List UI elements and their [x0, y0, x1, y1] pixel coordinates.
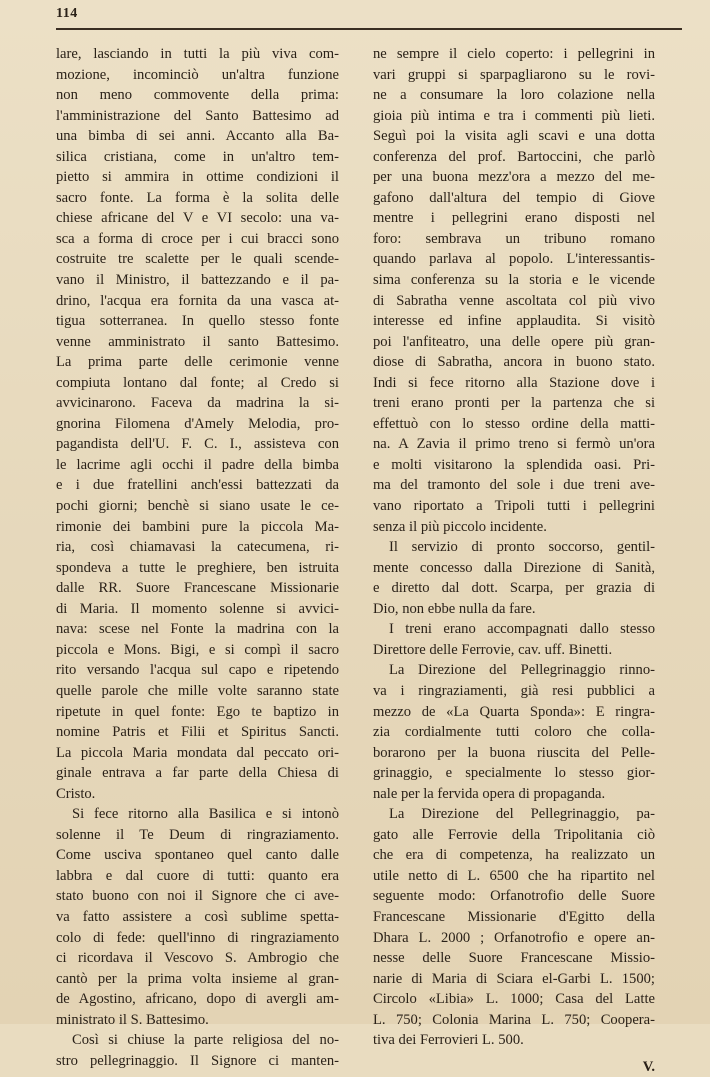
- text-line: labbra e dal cuore di tutti: quanto era: [56, 867, 339, 884]
- text-line: Seguì poi la visita agli scavi e una dotta: [373, 128, 655, 145]
- text-line: La prima parte delle cerimonie venne: [56, 354, 339, 371]
- text-line: foro: sembrava un tribuno romano: [373, 230, 655, 247]
- text-line: na. A Zavia il primo treno si fermò un'ora: [373, 436, 655, 453]
- text-line: e i due fratellini anch'essi battezzati da: [56, 477, 339, 494]
- text-line: gafono dall'altura del tempio di Giove: [373, 189, 655, 206]
- text-line: una bimba di sei anni. Accanto alla Ba-: [56, 128, 339, 145]
- text-line: Così si chiuse la parte religiosa del no-: [72, 1032, 339, 1049]
- text-line: de Agostino, africano, dopo di avergli am-: [56, 991, 339, 1008]
- text-line: va i ringraziamenti, già resi pubblici a: [373, 682, 655, 699]
- text-line: Dhara L. 2000 ; Orfanotrofio e opere an-: [373, 929, 655, 946]
- text-line: stato buono con noi il Signore che ci ave-: [56, 888, 339, 905]
- text-line: solenne il Te Deum di ringraziamento.: [56, 826, 339, 843]
- text-line: ma del tramonto del sole i due treni ave-: [373, 477, 655, 494]
- author-signature: V.: [642, 1058, 655, 1075]
- text-line: compiuta lontano dal fonte; al Credo si: [56, 374, 339, 391]
- text-line: nomine Patris et Filii et Spiritus Sancti.: [56, 724, 339, 741]
- text-line: Direttore delle Ferrovie, cav. uff. Binetti.: [373, 641, 613, 658]
- text-line: interesse ed infine applaudita. Si visitò: [373, 313, 655, 330]
- text-line: di Sabratha venne ascoltata col più vivo: [373, 292, 655, 309]
- text-line: Come usciva spontaneo quel canto dalle: [56, 847, 339, 864]
- text-line: l'amministrazione del Santo Battesimo ad: [56, 107, 339, 124]
- text-line: ci ricordava il Vescovo S. Ambrogio che: [56, 950, 339, 967]
- text-line: mozione, incominciò un'altra funzione: [56, 66, 339, 83]
- text-line: costruite tre scalette per le quali scende-: [56, 251, 339, 268]
- text-line: spondeva a tutte le preghiere, ben istruita: [56, 559, 339, 576]
- text-line: diose di Sabratha, ancora in buono stato.: [373, 354, 655, 371]
- text-line: ne sempre il cielo coperto: i pellegrini in: [373, 46, 655, 62]
- text-line: e diretto dal dott. Scarpa, per grazia di: [373, 580, 655, 597]
- text-line: piccola e Mons. Bigi, e si compì il sacro: [56, 641, 339, 658]
- text-line: gioia più intima e tra i commenti più lieti.: [373, 107, 655, 124]
- text-line: mente concesso dalla Direzione di Sanità,: [373, 559, 655, 576]
- text-line: ministrato il S. Battesimo.: [56, 1011, 209, 1028]
- header-rule: [56, 28, 682, 30]
- text-line: sca a forma di croce per i cui bracci sono: [56, 230, 339, 247]
- text-line: ginale entrava a far parte della Chiesa di: [56, 765, 339, 782]
- text-line: nesse delle Suore Francescane Missio-: [373, 950, 655, 967]
- text-line: Indi si fece ritorno alla Stazione dove i: [373, 374, 655, 391]
- text-line: nale per la fervida opera di propaganda.: [373, 785, 606, 802]
- text-line: tigua sotterranea. In quello stesso fonte: [56, 313, 339, 330]
- text-line: Francescane Missionarie d'Egitto della: [373, 908, 655, 925]
- text-line: venne amministrato il santo Battesimo.: [56, 333, 339, 350]
- text-line: treni erano pronti per la partenza che si: [373, 395, 655, 412]
- text-line: vano riportato a Tripoli tutti i pellegrini: [373, 498, 655, 515]
- text-line: sima conferenza su la storia e le vicende: [373, 272, 655, 289]
- text-line: poi l'anfiteatro, una delle opere più gran-: [373, 333, 655, 350]
- text-line: La piccola Maria mondata dal peccato ori-: [56, 744, 339, 761]
- text-line: nava: scese nel Fonte la madrina con la: [56, 621, 339, 638]
- text-line: stro pellegrinaggio. Il Signore ci manten-: [56, 1052, 339, 1069]
- text-line: pochi giorni; benchè si siano usate le ce-: [56, 498, 339, 515]
- text-line: pagandista dell'U. F. C. I., assisteva con: [56, 436, 339, 453]
- text-line: ria, così chiamavasi la catecumena, ri-: [56, 539, 339, 556]
- text-line: L. 750; Colonia Marina L. 750; Coopera-: [373, 1011, 655, 1028]
- text-line: lare, lasciando in tutti la più viva com-: [56, 46, 339, 62]
- text-line: Circolo «Libia» L. 1000; Casa del Latte: [373, 991, 655, 1008]
- text-line: avvicinarono. Faceva da madrina la si-: [56, 395, 339, 412]
- text-line: Si fece ritorno alla Basilica e si intonò: [72, 806, 339, 823]
- text-line: di Maria. Il momento solenne si avvici-: [56, 600, 339, 617]
- text-line: quelle parole che mille volte saranno state: [56, 682, 339, 699]
- right-text-column: [373, 44, 655, 1077]
- page-number: 114: [56, 6, 78, 21]
- text-line: grinaggio, e specialmente lo stesso gior-: [373, 765, 655, 782]
- text-line: Il servizio di pronto soccorso, gentil-: [389, 539, 655, 556]
- text-line: tiva dei Ferrovieri L. 500.: [373, 1032, 524, 1049]
- text-line: cantò per la prima volta insieme al gran-: [56, 970, 339, 987]
- text-line: vano il Ministro, il battezzando e il pa-: [56, 272, 339, 289]
- text-line: seguente modo: Orfanotrofio delle Suore: [373, 888, 655, 905]
- text-line: le lacrime agli occhi il padre della bimba: [56, 456, 339, 473]
- text-line: borarono per la buona riuscita del Pelle-: [373, 744, 655, 761]
- text-line: per una buona mezz'ora a mezzo del me-: [373, 169, 655, 186]
- text-line: ripetute in quel fonte: Ego te baptizo in: [56, 703, 339, 720]
- text-line: effettuò con lo stesso ordine della matti-: [373, 415, 655, 432]
- text-line: conferenza del prof. Bartoccini, che parlò: [373, 148, 655, 165]
- text-line: Cristo.: [56, 785, 96, 802]
- text-line: ne a consumare la loro colazione nella: [373, 87, 655, 104]
- text-line: dalle RR. Suore Francescane Missionarie: [56, 580, 339, 597]
- text-line: vari gruppi si sparpagliarono su le rovi-: [373, 66, 655, 83]
- text-line: utile netto di L. 6500 che ha ripartito nel: [373, 867, 655, 884]
- text-line: va fatto assistere a così sublime spetta-: [56, 908, 339, 925]
- text-line: gnorina Filomena d'Amely Melodia, pro-: [56, 415, 339, 432]
- text-line: drino, l'acqua era fornita da una vasca at-: [56, 292, 339, 309]
- text-line: La Direzione del Pellegrinaggio rinno-: [389, 662, 655, 679]
- text-line: senza il più piccolo incidente.: [373, 518, 547, 535]
- text-line: gato alle Ferrovie della Tripolitania ciò: [373, 826, 655, 843]
- text-line: e molti visitarono la splendida oasi. Pri-: [373, 456, 655, 473]
- text-line: Dio, non ebbe nulla da fare.: [373, 600, 536, 617]
- text-line: rito versando l'acqua sul capo e ripetendo: [56, 662, 339, 679]
- text-line: quando parlava al popolo. L'interessantis-: [373, 251, 655, 268]
- text-line: pietto si ammira in ottime condizioni il: [56, 169, 339, 186]
- text-line: I treni erano accompagnati dallo stesso: [389, 621, 655, 638]
- text-line: mezzo de «La Quarta Sponda»: E ringra-: [373, 703, 655, 720]
- text-line: chiese africane del V e VI secolo: una va-: [56, 210, 339, 227]
- text-line: mentre i pellegrini erano disposti nel: [373, 210, 655, 227]
- text-line: colo di fede: quell'inno di ringraziamento: [56, 929, 339, 946]
- text-line: rimonie dei bambini pure la piccola Ma-: [56, 518, 339, 535]
- text-line: sacro fonte. La forma è la solita delle: [56, 189, 339, 206]
- left-text-column: [56, 44, 339, 1071]
- text-line: narie di Maria di Sciara el-Garbi L. 1500;: [373, 970, 655, 987]
- text-line: silica cristiana, come in un'altro tem-: [56, 148, 339, 165]
- text-line: zia cordialmente tutti coloro che colla-: [373, 724, 655, 741]
- text-line: non meno commovente della prima:: [56, 87, 339, 104]
- text-line: La Direzione del Pellegrinaggio, pa-: [389, 806, 655, 823]
- text-line: che era di competenza, ha realizzato un: [373, 847, 655, 864]
